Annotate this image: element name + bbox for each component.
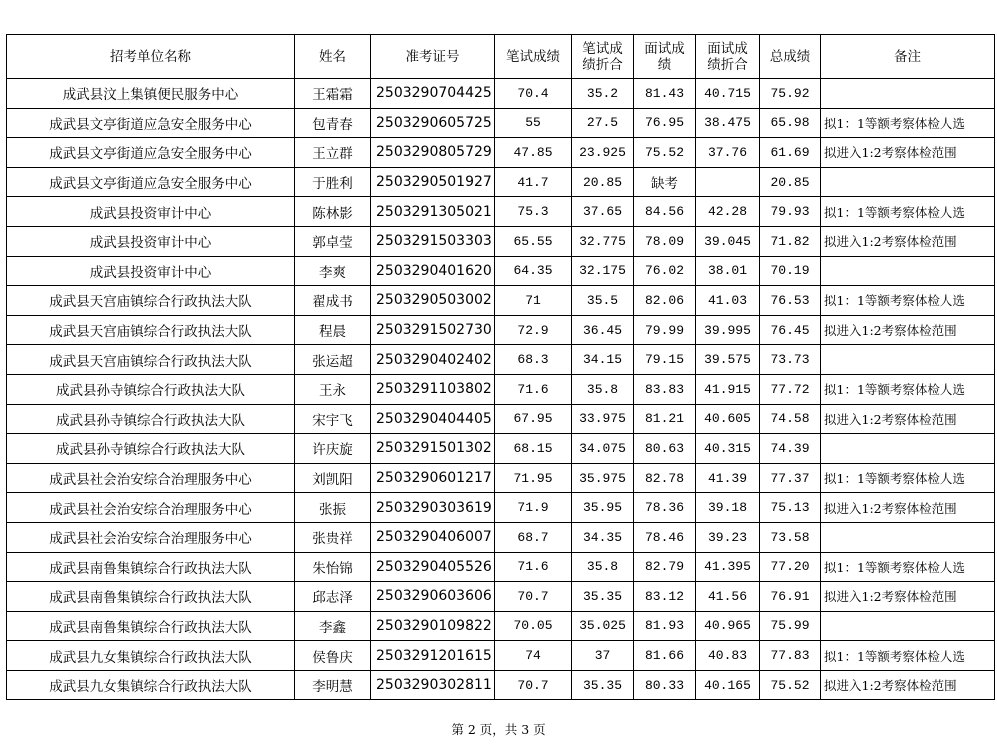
cell-interview-converted: 39.575 — [696, 345, 760, 375]
cell-name: 陈林影 — [295, 197, 371, 227]
cell-unit: 成武县天宫庙镇综合行政执法大队 — [7, 286, 295, 316]
cell-interview-converted: 39.18 — [696, 493, 760, 523]
cell-unit: 成武县孙寺镇综合行政执法大队 — [7, 404, 295, 434]
cell-exam-id: 2503290605725 — [371, 108, 495, 138]
cell-unit: 成武县天宫庙镇综合行政执法大队 — [7, 315, 295, 345]
cell-interview-converted: 39.23 — [696, 522, 760, 552]
cell-total-score: 76.91 — [760, 582, 821, 612]
cell-total-score: 71.82 — [760, 226, 821, 256]
cell-written-converted: 37 — [572, 641, 634, 671]
cell-written-converted: 36.45 — [572, 315, 634, 345]
cell-total-score: 74.58 — [760, 404, 821, 434]
cell-exam-id: 2503290303619 — [371, 493, 495, 523]
cell-exam-id: 2503290401620 — [371, 256, 495, 286]
cell-remarks: 拟1：1等额考察体检人选 — [821, 463, 995, 493]
cell-name: 侯鲁庆 — [295, 641, 371, 671]
cell-unit: 成武县文亭街道应急安全服务中心 — [7, 138, 295, 168]
cell-interview-score: 84.56 — [634, 197, 696, 227]
cell-name: 郭卓莹 — [295, 226, 371, 256]
cell-unit: 成武县投资审计中心 — [7, 226, 295, 256]
table-row — [7, 552, 995, 582]
cell-unit: 成武县社会治安综合治理服务中心 — [7, 493, 295, 523]
cell-total-score: 74.39 — [760, 434, 821, 464]
header-name: 姓名 — [295, 35, 371, 79]
cell-written-converted: 27.5 — [572, 108, 634, 138]
cell-interview-converted: 41.56 — [696, 582, 760, 612]
cell-name: 翟成书 — [295, 286, 371, 316]
cell-written-score: 71 — [495, 286, 572, 316]
cell-written-converted: 33.975 — [572, 404, 634, 434]
table-row — [7, 197, 995, 227]
cell-remarks: 拟进入1:2考察体检范围 — [821, 493, 995, 523]
cell-interview-score: 80.63 — [634, 434, 696, 464]
cell-interview-score: 83.83 — [634, 374, 696, 404]
table-row — [7, 167, 995, 197]
cell-written-converted: 23.925 — [572, 138, 634, 168]
cell-remarks: 拟进入1:2考察体检范围 — [821, 404, 995, 434]
cell-remarks — [821, 522, 995, 552]
cell-written-score: 47.85 — [495, 138, 572, 168]
table-row — [7, 522, 995, 552]
cell-name: 李明慧 — [295, 670, 371, 700]
table-row — [7, 345, 995, 375]
cell-written-score: 74 — [495, 641, 572, 671]
cell-written-score: 67.95 — [495, 404, 572, 434]
cell-remarks: 拟进入1:2考察体检范围 — [821, 670, 995, 700]
cell-written-score: 65.55 — [495, 226, 572, 256]
cell-written-converted: 35.95 — [572, 493, 634, 523]
cell-name: 张运超 — [295, 345, 371, 375]
table-row — [7, 256, 995, 286]
cell-interview-score: 81.93 — [634, 611, 696, 641]
cell-written-converted: 35.35 — [572, 582, 634, 612]
header-written-converted: 笔试成绩折合 — [572, 35, 634, 79]
cell-remarks — [821, 345, 995, 375]
cell-name: 李鑫 — [295, 611, 371, 641]
cell-interview-converted: 41.915 — [696, 374, 760, 404]
cell-remarks: 拟1：1等额考察体检人选 — [821, 197, 995, 227]
cell-total-score: 75.13 — [760, 493, 821, 523]
cell-unit: 成武县孙寺镇综合行政执法大队 — [7, 434, 295, 464]
table-row — [7, 670, 995, 700]
cell-written-score: 64.35 — [495, 256, 572, 286]
cell-total-score: 73.73 — [760, 345, 821, 375]
cell-interview-score: 76.95 — [634, 108, 696, 138]
cell-interview-converted: 40.965 — [696, 611, 760, 641]
table-header-row — [7, 35, 995, 79]
cell-written-converted: 35.2 — [572, 79, 634, 109]
cell-exam-id: 2503290402402 — [371, 345, 495, 375]
table-row — [7, 434, 995, 464]
cell-name: 朱怡锦 — [295, 552, 371, 582]
cell-interview-score: 75.52 — [634, 138, 696, 168]
cell-total-score: 76.45 — [760, 315, 821, 345]
cell-exam-id: 2503290302811 — [371, 670, 495, 700]
cell-unit: 成武县孙寺镇综合行政执法大队 — [7, 374, 295, 404]
header-interview-score: 面试成绩 — [634, 35, 696, 79]
cell-name: 程晨 — [295, 315, 371, 345]
table-row — [7, 138, 995, 168]
table-row — [7, 315, 995, 345]
cell-interview-score: 78.36 — [634, 493, 696, 523]
cell-unit: 成武县汶上集镇便民服务中心 — [7, 79, 295, 109]
cell-written-converted: 35.35 — [572, 670, 634, 700]
cell-written-score: 55 — [495, 108, 572, 138]
cell-written-converted: 20.85 — [572, 167, 634, 197]
cell-remarks — [821, 79, 995, 109]
cell-interview-converted: 40.165 — [696, 670, 760, 700]
cell-written-score: 41.7 — [495, 167, 572, 197]
cell-total-score: 77.72 — [760, 374, 821, 404]
cell-name: 王立群 — [295, 138, 371, 168]
cell-exam-id: 2503291501302 — [371, 434, 495, 464]
cell-unit: 成武县南鲁集镇综合行政执法大队 — [7, 552, 295, 582]
cell-written-converted: 32.775 — [572, 226, 634, 256]
header-total-score: 总成绩 — [760, 35, 821, 79]
cell-interview-score: 76.02 — [634, 256, 696, 286]
cell-interview-converted: 40.83 — [696, 641, 760, 671]
cell-exam-id: 2503290601217 — [371, 463, 495, 493]
cell-exam-id: 2503290501927 — [371, 167, 495, 197]
page-footer: 第 2 页，共 3 页 — [451, 722, 546, 737]
table-row — [7, 611, 995, 641]
table-row — [7, 226, 995, 256]
cell-total-score: 73.58 — [760, 522, 821, 552]
cell-written-score: 68.15 — [495, 434, 572, 464]
header-unit: 招考单位名称 — [7, 35, 295, 79]
cell-interview-converted: 39.045 — [696, 226, 760, 256]
cell-written-converted: 35.975 — [572, 463, 634, 493]
cell-written-score: 68.7 — [495, 522, 572, 552]
cell-total-score: 75.52 — [760, 670, 821, 700]
cell-interview-converted: 38.475 — [696, 108, 760, 138]
cell-name: 包青春 — [295, 108, 371, 138]
cell-written-score: 72.9 — [495, 315, 572, 345]
cell-total-score: 77.37 — [760, 463, 821, 493]
cell-unit: 成武县投资审计中心 — [7, 256, 295, 286]
cell-written-converted: 35.8 — [572, 552, 634, 582]
score-table-container — [6, 34, 995, 700]
table-row — [7, 493, 995, 523]
cell-remarks: 拟进入1:2考察体检范围 — [821, 582, 995, 612]
cell-exam-id: 2503290406007 — [371, 522, 495, 552]
table-row — [7, 286, 995, 316]
cell-remarks — [821, 167, 995, 197]
cell-exam-id: 2503290603606 — [371, 582, 495, 612]
cell-name: 于胜利 — [295, 167, 371, 197]
cell-total-score: 77.20 — [760, 552, 821, 582]
cell-written-converted: 35.5 — [572, 286, 634, 316]
cell-total-score: 75.99 — [760, 611, 821, 641]
cell-exam-id: 2503291201615 — [371, 641, 495, 671]
header-exam-id: 准考证号 — [371, 35, 495, 79]
cell-exam-id: 2503290503002 — [371, 286, 495, 316]
table-row — [7, 582, 995, 612]
cell-written-score: 68.3 — [495, 345, 572, 375]
cell-interview-score: 缺考 — [634, 167, 696, 197]
cell-interview-score: 82.06 — [634, 286, 696, 316]
cell-total-score: 65.98 — [760, 108, 821, 138]
cell-total-score: 79.93 — [760, 197, 821, 227]
cell-unit: 成武县文亭街道应急安全服务中心 — [7, 108, 295, 138]
cell-interview-converted — [696, 167, 760, 197]
cell-remarks: 拟1：1等额考察体检人选 — [821, 286, 995, 316]
cell-total-score: 20.85 — [760, 167, 821, 197]
cell-interview-converted: 40.605 — [696, 404, 760, 434]
cell-written-converted: 34.075 — [572, 434, 634, 464]
cell-exam-id: 2503290704425 — [371, 79, 495, 109]
cell-exam-id: 2503291103802 — [371, 374, 495, 404]
cell-interview-converted: 38.01 — [696, 256, 760, 286]
cell-unit: 成武县九女集镇综合行政执法大队 — [7, 641, 295, 671]
table-row — [7, 641, 995, 671]
cell-exam-id: 2503290405526 — [371, 552, 495, 582]
cell-interview-score: 81.21 — [634, 404, 696, 434]
cell-remarks — [821, 611, 995, 641]
cell-name: 宋宇飞 — [295, 404, 371, 434]
cell-written-converted: 34.35 — [572, 522, 634, 552]
cell-unit: 成武县天宫庙镇综合行政执法大队 — [7, 345, 295, 375]
table-body — [7, 79, 995, 700]
cell-remarks: 拟1：1等额考察体检人选 — [821, 108, 995, 138]
cell-remarks — [821, 256, 995, 286]
cell-interview-converted: 39.995 — [696, 315, 760, 345]
cell-interview-score: 83.12 — [634, 582, 696, 612]
cell-interview-converted: 40.715 — [696, 79, 760, 109]
cell-interview-score: 82.78 — [634, 463, 696, 493]
cell-written-score: 70.05 — [495, 611, 572, 641]
cell-remarks: 拟1：1等额考察体检人选 — [821, 374, 995, 404]
cell-interview-converted: 42.28 — [696, 197, 760, 227]
cell-name: 许庆旋 — [295, 434, 371, 464]
cell-unit: 成武县文亭街道应急安全服务中心 — [7, 167, 295, 197]
table-row — [7, 374, 995, 404]
cell-total-score: 75.92 — [760, 79, 821, 109]
cell-name: 王霜霜 — [295, 79, 371, 109]
cell-interview-converted: 41.395 — [696, 552, 760, 582]
cell-written-converted: 37.65 — [572, 197, 634, 227]
cell-name: 刘凯阳 — [295, 463, 371, 493]
cell-exam-id: 2503291305021 — [371, 197, 495, 227]
cell-total-score: 77.83 — [760, 641, 821, 671]
cell-total-score: 70.19 — [760, 256, 821, 286]
cell-interview-score: 78.09 — [634, 226, 696, 256]
cell-total-score: 61.69 — [760, 138, 821, 168]
table-row — [7, 463, 995, 493]
cell-interview-converted: 41.39 — [696, 463, 760, 493]
cell-written-score: 71.9 — [495, 493, 572, 523]
cell-written-converted: 35.8 — [572, 374, 634, 404]
cell-interview-score: 80.33 — [634, 670, 696, 700]
cell-interview-converted: 40.315 — [696, 434, 760, 464]
score-table — [6, 34, 995, 700]
cell-name: 王永 — [295, 374, 371, 404]
cell-interview-score: 78.46 — [634, 522, 696, 552]
cell-exam-id: 2503290404405 — [371, 404, 495, 434]
cell-name: 张贵祥 — [295, 522, 371, 552]
cell-interview-score: 79.99 — [634, 315, 696, 345]
cell-remarks: 拟进入1:2考察体检范围 — [821, 315, 995, 345]
header-remarks: 备注 — [821, 35, 995, 79]
cell-written-score: 70.7 — [495, 582, 572, 612]
cell-name: 邱志泽 — [295, 582, 371, 612]
table-row — [7, 404, 995, 434]
cell-remarks: 拟1：1等额考察体检人选 — [821, 552, 995, 582]
cell-unit: 成武县投资审计中心 — [7, 197, 295, 227]
cell-unit: 成武县南鲁集镇综合行政执法大队 — [7, 582, 295, 612]
cell-written-score: 70.7 — [495, 670, 572, 700]
cell-name: 张振 — [295, 493, 371, 523]
cell-interview-converted: 37.76 — [696, 138, 760, 168]
cell-unit: 成武县南鲁集镇综合行政执法大队 — [7, 611, 295, 641]
cell-remarks: 拟进入1:2考察体检范围 — [821, 138, 995, 168]
cell-interview-score: 79.15 — [634, 345, 696, 375]
cell-interview-score: 82.79 — [634, 552, 696, 582]
cell-written-converted: 32.175 — [572, 256, 634, 286]
cell-written-score: 75.3 — [495, 197, 572, 227]
cell-written-score: 71.6 — [495, 552, 572, 582]
cell-exam-id: 2503291502730 — [371, 315, 495, 345]
table-row — [7, 108, 995, 138]
cell-total-score: 76.53 — [760, 286, 821, 316]
cell-remarks — [821, 434, 995, 464]
cell-unit: 成武县社会治安综合治理服务中心 — [7, 463, 295, 493]
cell-written-converted: 34.15 — [572, 345, 634, 375]
table-row — [7, 79, 995, 109]
cell-written-converted: 35.025 — [572, 611, 634, 641]
cell-unit: 成武县社会治安综合治理服务中心 — [7, 522, 295, 552]
cell-interview-score: 81.43 — [634, 79, 696, 109]
header-interview-converted: 面试成绩折合 — [696, 35, 760, 79]
cell-interview-score: 81.66 — [634, 641, 696, 671]
header-written-score: 笔试成绩 — [495, 35, 572, 79]
cell-written-score: 71.95 — [495, 463, 572, 493]
cell-exam-id: 2503290805729 — [371, 138, 495, 168]
cell-exam-id: 2503291503303 — [371, 226, 495, 256]
cell-name: 李爽 — [295, 256, 371, 286]
cell-interview-converted: 41.03 — [696, 286, 760, 316]
cell-remarks: 拟1：1等额考察体检人选 — [821, 641, 995, 671]
cell-unit: 成武县九女集镇综合行政执法大队 — [7, 670, 295, 700]
cell-exam-id: 2503290109822 — [371, 611, 495, 641]
cell-remarks: 拟进入1:2考察体检范围 — [821, 226, 995, 256]
cell-written-score: 70.4 — [495, 79, 572, 109]
cell-written-score: 71.6 — [495, 374, 572, 404]
